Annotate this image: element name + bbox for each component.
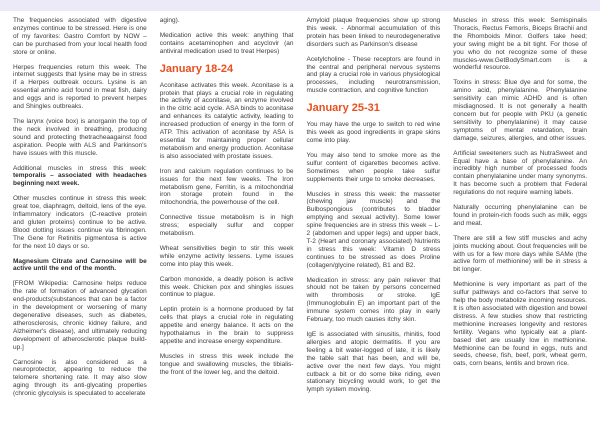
text-column-2	[160, 17, 294, 424]
paragraph	[160, 245, 294, 269]
text-run: Connective tissue metabolism is in high stress; especially sulfur and copper metabolism.	[159, 214, 294, 238]
text-run: You may also tend to smoke more as the sulfur content of cigarettes becomes active. Sometimes when people take sulfur supplements their urge to smoke decreases.	[306, 151, 441, 183]
paragraph	[13, 64, 147, 111]
text-run: Toxins in stress: Blue dye and for some, the amino acid, phenylalanine. Phenylalanine sensitivity can mimic ADHD and is often misdiagnosed. It is not generally a health concern but for people with PKU (a genetic sensitivity to phenylalanine) it may cause symptoms of mental retardation, brain damage, seizures, allergies, and other issues.	[453, 79, 587, 142]
text-column-3	[307, 17, 441, 424]
text-run: Aconitase activates this week. Aconitase is a protein that plays a crucial role in regulating the activity of aconitase, an enzyme involved in the citric acid cycle. ASA binds to aconitase and enhances its catalytic activity, leading to increased production of energy in the form of ATP. This activation of aconitase by ASA is essential for maintaining proper cellular metabolism and energy production. Aconitase is also associated with prostate issues.	[159, 81, 294, 160]
paragraph	[160, 17, 294, 25]
paragraph	[453, 17, 587, 72]
text-run: Amyloid plaque frequencies show up strong this week. - Abnormal accumulation of this protein has been linked to neurodegenerative disorders such as Parkinson's disease	[306, 17, 441, 48]
text-run: Wheat sensitivities begin to stir this week while enzyme activity lessens. Lyme issues come into play this week.	[159, 244, 294, 268]
paragraph	[160, 353, 294, 377]
text-run: Muscles in stress this week: Semispinalis Thoracis, Rectus Femoris, Biceps Brachii and the Rhomboids Minor. Golfers take heed; your swing might be a bit tight. For those of you who do not recognize some of these muscles-www.GetBodySmart.com is a wonderful resource.	[453, 17, 587, 72]
paragraph	[307, 277, 441, 324]
text-run: Additional muscles in stress this week:	[13, 164, 147, 172]
paragraph	[307, 56, 441, 96]
text-run: There are still a few stiff muscles and achy joints mucking about. Gout frequencies will be with us for a few more days while SAMe (the active form of methionine) will be in stress a bit longer.	[453, 234, 587, 274]
section-heading	[160, 63, 294, 76]
paragraph	[160, 32, 294, 56]
text-run: Leptin protein is a hormone produced by fat cells that plays a crucial role in regulating appetite and energy balance. It acts on the hypothalamus in the brain to suppress appetite and increase energy expenditure.	[159, 306, 294, 345]
text-column-1	[13, 17, 147, 424]
text-run: Other muscles continue in stress this week: great toe, diaphragm, deltoid, lens of the eye. Inflammatory indicators (C-reactive protein and gluten proteins) continue to be active. Blood clotting issues continue via fibrinogen. The Gene for Retinitis pigmentosa is active for the next 10 days or so.	[13, 195, 147, 250]
paragraph	[13, 17, 147, 57]
text-run: Naturally occurring phenylalanine can be found in protein-rich foods such as milk, eggs and meat.	[453, 204, 587, 227]
text-run: Carbon monoxide, a deadly poison is active this week. Chicken pox and shingles issues continue to plague.	[159, 275, 294, 299]
paragraph	[307, 121, 441, 145]
text-column-4	[453, 17, 587, 424]
text-run: Medication active this week: anything that contains acetaminophen and acyclovir (an antiviral medication used to treat Herpes)	[159, 31, 294, 55]
text-run: The frequencies associated with digestive enzymes continue to be stressed. Here is one of my favorites: Gastro Comfort by NOW – can be purchased from your local health food store or online.	[13, 17, 147, 56]
paragraph	[453, 235, 587, 275]
paragraph	[160, 82, 294, 161]
text-run: Herpes frequencies return this week. The internet suggests that lysine may be in stress if a Herpes outbreak occurs. Lysine is an essential amino acid found in meat fish, dairy and eggs and is reported to prevent herpes and Shingles outbreaks.	[13, 63, 147, 111]
text-run: Iron and calcium regulation continues to be issues for the next few weeks. The Iron metabolism gene, Ferritin, is a mitochondrial iron storage protein found in the mitochondria, the powerhouse of the cell.	[159, 167, 294, 207]
section-heading	[307, 102, 441, 115]
paragraph	[13, 195, 147, 250]
text-run: Medication in stress: any pain reliever that should not be taken by persons concerned with thrombosis or stroke. IgE (Immunoglobulin E) an important part of the immune system comes into play in early February, too much causes itchy skin.	[306, 276, 441, 324]
text-run: Muscles in stress this week include the tongue and swallowing muscles, the tibialis-the front of the lower leg, and the deltoid.	[159, 352, 294, 376]
paragraph	[13, 258, 147, 274]
text-run: Muscles in stress this week: the masseter (chewing jaw muscle) and the Bulbospongious (contributes to bladder emptying and sexual activity). Some lower spine frequencies are in stress this week – L-2 (abdomen and upper legs) and upper back, T-2 (Heart and coronary associated) Nutrients in stress this week: Vitamin D stress continues to be stressed as does Proline (collagen/glycine related), B1 and B2.	[306, 190, 441, 269]
text-run: Carnosine is also considered as a neuroprotector, appearing to reduce the telomere shortening rate. It may also slow aging through its anti-glycating properties (chronic glycolysis is speculated to accelerate	[13, 358, 147, 398]
bold-text-run: January 25-31	[306, 102, 380, 115]
paragraph	[307, 331, 441, 394]
bold-text-run: Magnesium Citrate and Carnosine will be active until the end of the month.	[13, 257, 147, 273]
paragraph	[453, 204, 587, 228]
paragraph	[160, 276, 294, 300]
text-run: IgE is associated with sinusitis, rhinitis, food allergies and atopic dermatitis. If you are feeling a bit water-logged of late, it is likely the table salt that has been, and will be, active over the next few days. You might cutback a bit or do some bike riding, even stationary bicycling would work, to get the lymph system moving.	[306, 331, 441, 394]
paragraph	[13, 118, 147, 158]
paragraph	[13, 280, 147, 351]
paragraph	[13, 359, 147, 399]
text-run: Acetylcholine - These receptors are found in the central and peripheral nervous systems and play a crucial role in various physiological processes, including neurotransmission, muscle contraction, and cognitive function	[306, 55, 441, 95]
top-margin-band	[0, 0, 600, 11]
bold-text-run: temporalis – associated with headaches beginning next week.	[13, 172, 147, 188]
text-run: You may have the urge to switch to red wine this week as good ingredients in grape skins come into play.	[306, 121, 441, 144]
paragraph	[160, 168, 294, 208]
text-run: [FROM Wikipedia: Carnosine helps reduce the rate of formation of advanced glycation end-products(substances that can be a factor in the development or worsening of many degenerative diseases, such as diabetes, atherosclerosis, chronic kidney failure, and Alzheimer's disease), and ultimately reducing development of atherosclerotic plaque build-up.]	[13, 280, 147, 351]
newsletter-body	[13, 17, 587, 424]
paragraph	[13, 165, 147, 189]
paragraph	[453, 150, 587, 197]
paragraph	[307, 17, 441, 49]
text-run: aging).	[159, 17, 180, 24]
text-run: The larynx (voice box) is anorganin the top of the neck involved in breathing, producing sound and protecting thetracheaagainst food aspiration. People with ALS and Parkinson's have issues with this muscle.	[13, 117, 147, 157]
bold-text-run: January 18-24	[159, 62, 234, 75]
paragraph	[453, 79, 587, 142]
paragraph	[453, 281, 587, 368]
paragraph	[307, 191, 441, 270]
paragraph	[307, 152, 441, 184]
paragraph	[160, 214, 294, 238]
text-run: Artificial sweeteners such as NutraSweet and Equal have a base of phenylalanine. An incredibly high number of processed foods contain phenylalanine under many synonyms. It has become such a problem that Federal regulations do not require warning labels.	[453, 149, 587, 197]
text-run: Methionine is very important as part of the sulfur pathways and co-factors that serve to help the body metabolize incoming resources. It is often associated with digestion and bowel distress. A few studies show that restricting methionine increases longevity and restores fertility. Vegans who typically eat a plant-based diet are usually low in methionine. Methionine can be found in eggs, nuts and seeds, cheese, fish, beef, pork, wheat germ, oats, corn beans, lentils and brown rice.	[453, 281, 587, 368]
paragraph	[160, 306, 294, 346]
